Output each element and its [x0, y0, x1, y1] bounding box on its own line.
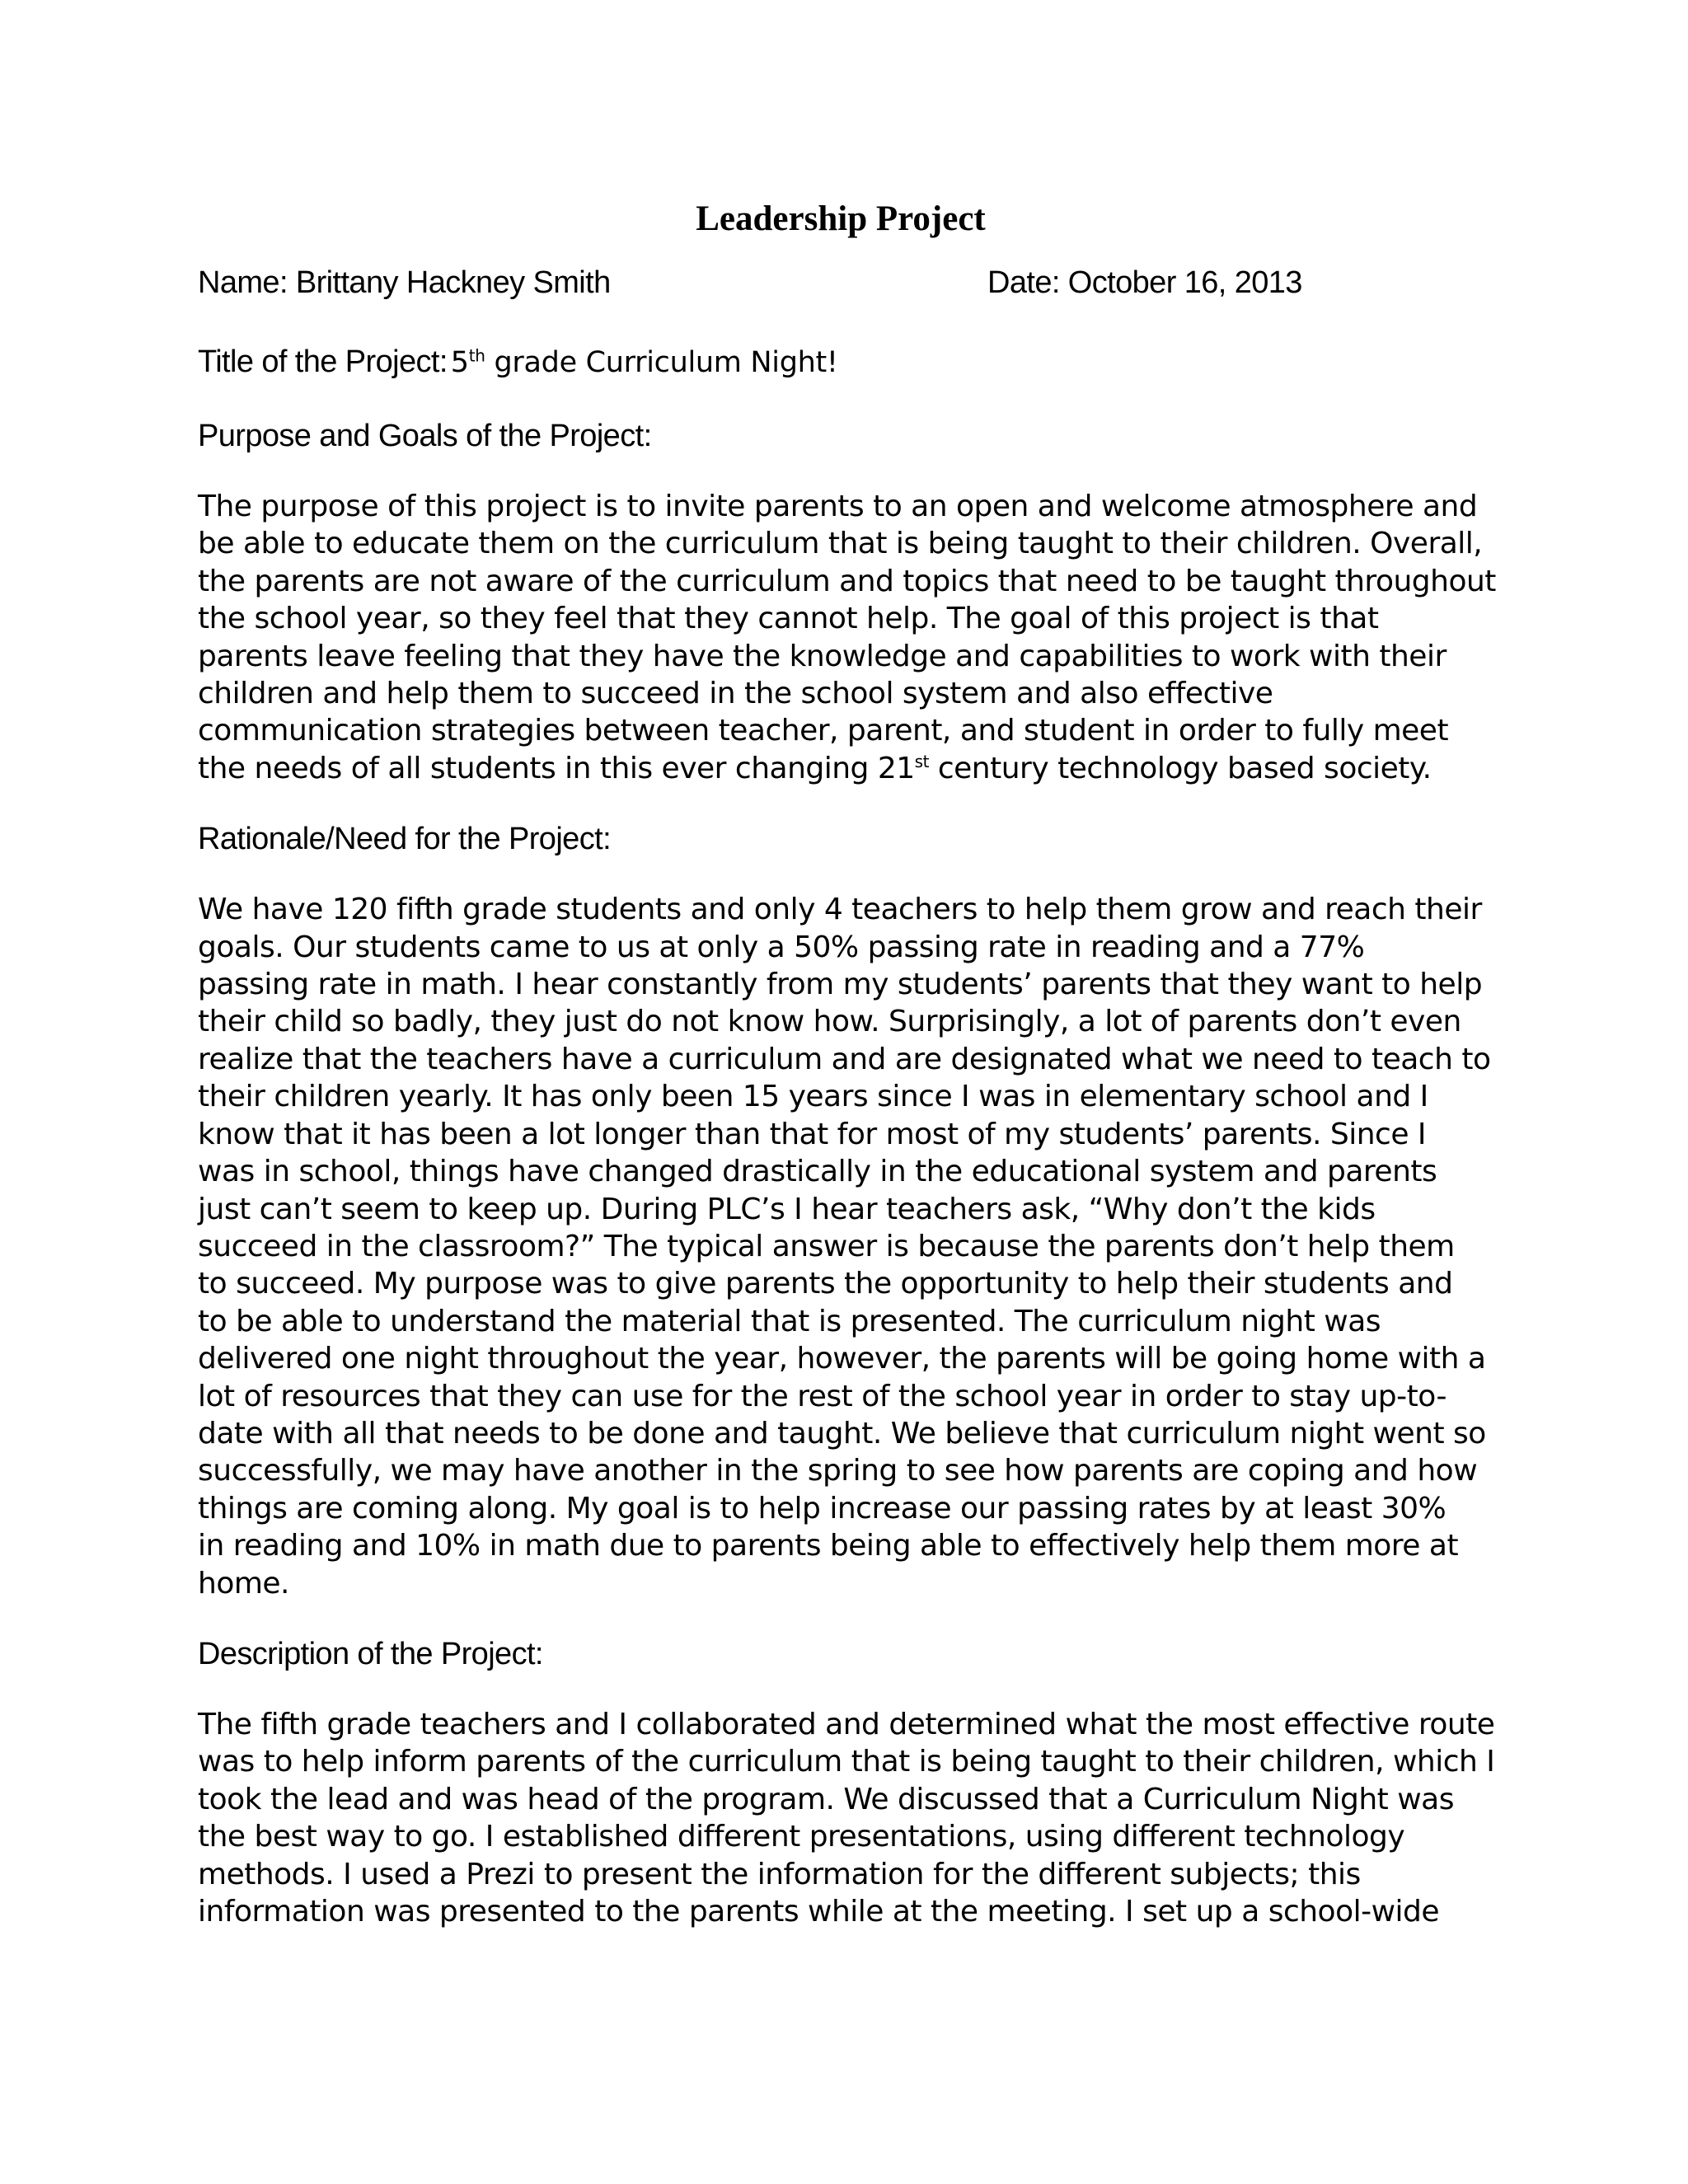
paragraph-line: delivered one night throughout the year, however, the parents will be going home with a [198, 1342, 1486, 1376]
document-page [198, 196, 1500, 1960]
paragraph-line: to be able to understand the material that is presented. The curriculum night was [198, 1304, 1381, 1338]
author-name: Name: Brittany Hackney Smith [198, 265, 611, 300]
line-text: the needs of all students in this ever changing 21 [198, 751, 915, 785]
description-heading: Description of the Project: [198, 1636, 543, 1671]
paragraph-line: the school year, so they feel that they cannot help. The goal of this project is that [198, 602, 1379, 636]
purpose-heading: Purpose and Goals of the Project: [198, 419, 652, 453]
paragraph-line: communication strategies between teacher, parent, and student in order to fully meet [198, 714, 1449, 748]
paragraph-line: passing rate in math. I hear constantly from my students’ parents that they want to help [198, 968, 1483, 1002]
paragraph-line: methods. I used a Prezi to present the information for the different subjects; this [198, 1857, 1361, 1891]
paragraph-line: date with all that needs to be done and taught. We believe that curriculum night went so [198, 1416, 1486, 1451]
paragraph-line: in reading and 10% in math due to parents being able to effectively help them more at [198, 1529, 1459, 1563]
header-row [198, 265, 1500, 310]
paragraph-line: succeed in the classroom?” The typical answer is because the parents don’t help them [198, 1229, 1455, 1263]
paragraph-line: be able to educate them on the curriculum that is being taught to their children. Overall, [198, 527, 1483, 561]
paragraph-line: just can’t seem to keep up. During PLC’s I hear teachers ask, “Why don’t the kids [198, 1192, 1376, 1226]
rationale-paragraph [198, 891, 1500, 1602]
project-title-row [198, 340, 1500, 384]
project-title-number: 5 [450, 346, 469, 379]
project-title-label: Title of the Project: [198, 344, 448, 379]
description-paragraph [198, 1706, 1500, 1930]
paragraph-line: lot of resources that they can use for the rest of the school year in order to stay up-to- [198, 1379, 1447, 1413]
paragraph-line: their children yearly. It has only been 15 years since I was in elementary school and I [198, 1080, 1428, 1114]
paragraph-line: took the lead and was head of the program. We discussed that a Curriculum Night was [198, 1782, 1454, 1816]
purpose-paragraph [198, 488, 1500, 787]
rationale-heading: Rationale/Need for the Project: [198, 822, 612, 857]
paragraph-line: know that it has been a lot longer than that for most of my students’ parents. Since I [198, 1117, 1427, 1151]
paragraph-line: the best way to go. I established different presentations, using different technology [198, 1820, 1405, 1854]
project-title-ordinal: th [468, 345, 485, 366]
line-text: century technology based society. [928, 751, 1432, 785]
paragraph-line: successfully, we may have another in the spring to see how parents are coping and how [198, 1454, 1478, 1488]
project-title-text: grade Curriculum Night! [494, 346, 838, 379]
paragraph-line: The fifth grade teachers and I collaborated and determined what the most effective route [198, 1707, 1495, 1741]
paragraph-line: things are coming along. My goal is to help increase our passing rates by at least 30% [198, 1491, 1447, 1526]
paragraph-line: was to help inform parents of the curriculum that is being taught to their children, which I [198, 1745, 1495, 1779]
paragraph-line: their child so badly, they just do not know how. Surprisingly, a lot of parents don’t even [198, 1005, 1461, 1039]
paragraph-line: to succeed. My purpose was to give parents the opportunity to help their students and [198, 1267, 1453, 1301]
document-title: Leadership Project [696, 199, 986, 238]
document-date: Date: October 16, 2013 [987, 265, 1302, 300]
ordinal-suffix: st [914, 751, 929, 771]
paragraph-line: was in school, things have changed drastically in the educational system and parents [198, 1155, 1437, 1189]
paragraph-line: The purpose of this project is to invite parents to an open and welcome atmosphere and [198, 490, 1478, 523]
paragraph-line: the parents are not aware of the curriculum and topics that need to be taught throughout [198, 564, 1496, 598]
paragraph-line: information was presented to the parents while at the meeting. I set up a school-wide [198, 1895, 1440, 1929]
paragraph-line [198, 750, 1500, 787]
project-title-value [451, 346, 838, 379]
paragraph-line: realize that the teachers have a curriculum and are designated what we need to teach to [198, 1042, 1491, 1076]
paragraph-line: home. [198, 1566, 290, 1601]
paragraph-line: parents leave feeling that they have the knowledge and capabilities to work with their [198, 639, 1447, 673]
paragraph-line: We have 120 fifth grade students and only 4 teachers to help them grow and reach their [198, 893, 1482, 927]
paragraph-line: children and help them to succeed in the school system and also effective [198, 677, 1273, 711]
paragraph-line: goals. Our students came to us at only a 50% passing rate in reading and a 77% [198, 930, 1365, 964]
